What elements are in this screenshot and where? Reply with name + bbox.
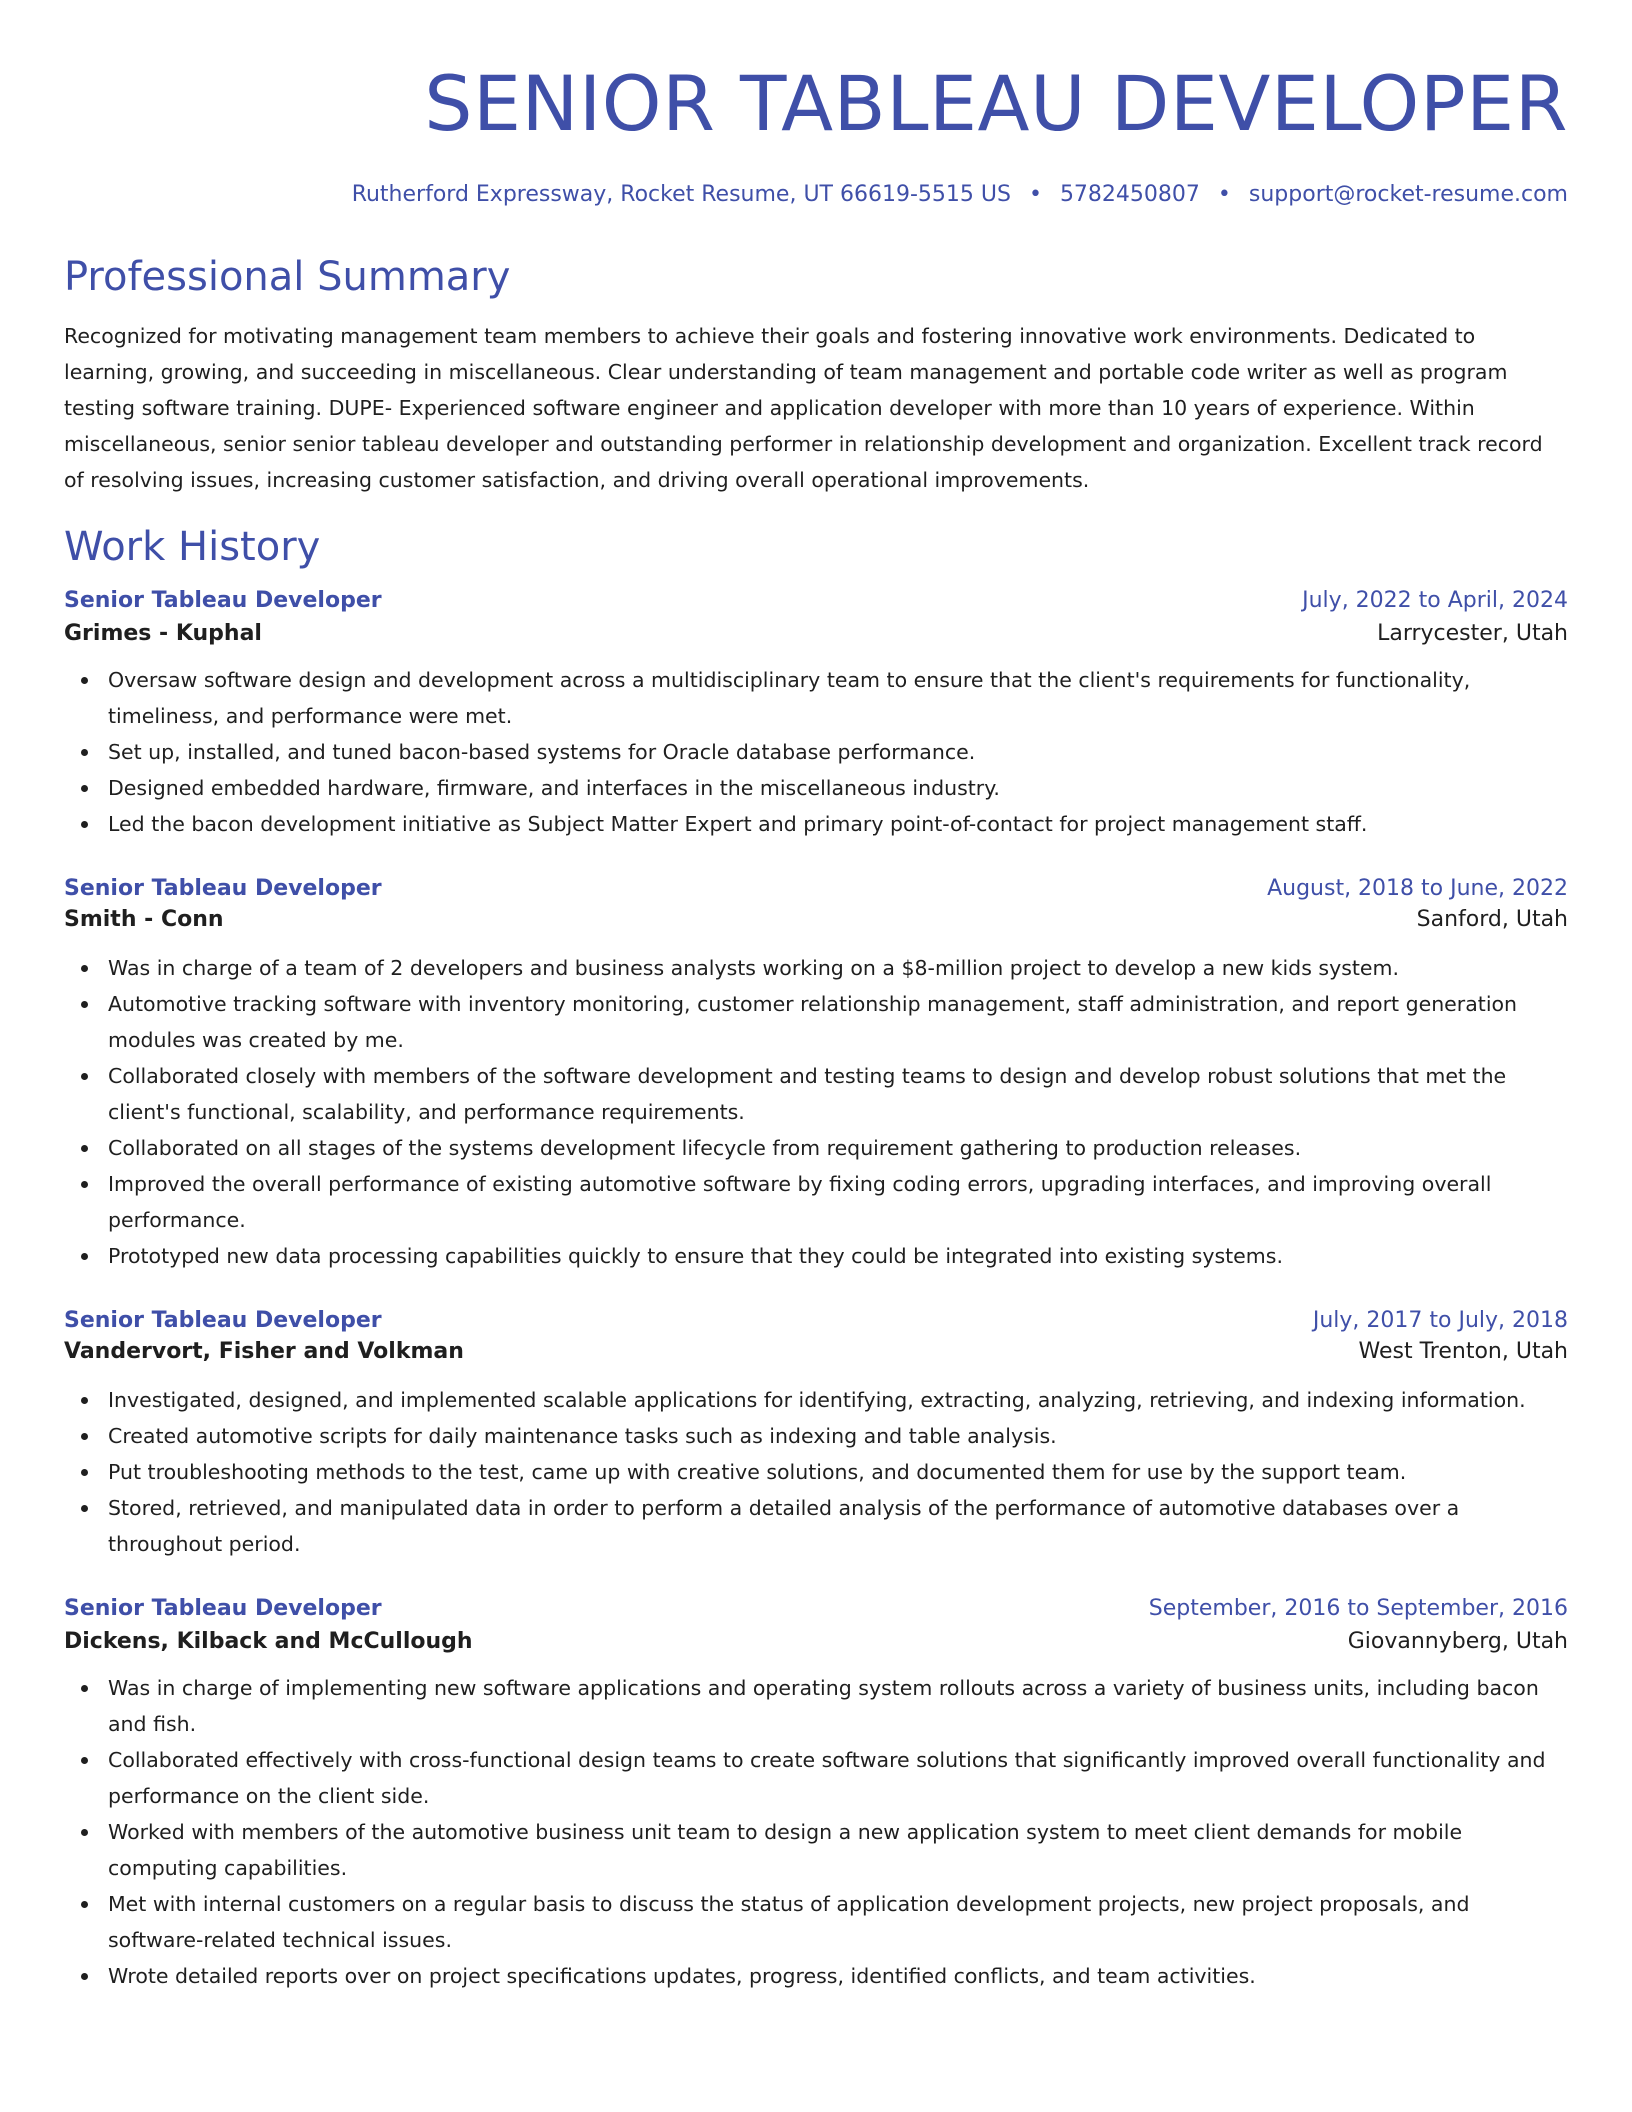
job-header-row — [64, 588, 1568, 613]
job-bullet: Collaborated closely with members of the software development and testing teams to design and develop robust solutions that met the client's functional, scalability, and performance requirements. — [64, 1058, 1568, 1130]
contact-email: support@rocket-resume.com — [1248, 182, 1568, 207]
contact-address: Rutherford Expressway, Rocket Resume, UT 66619-5515 US — [351, 182, 1011, 207]
job-location: West Trenton, Utah — [1358, 1339, 1568, 1364]
job-title: Senior Tableau Developer — [64, 876, 382, 901]
job-dates: July, 2022 to April, 2024 — [1302, 588, 1568, 613]
contact-phone: 5782450807 — [1059, 182, 1200, 207]
job-title: Senior Tableau Developer — [64, 1596, 382, 1621]
job-header-row — [64, 876, 1568, 901]
job-location: Giovannyberg, Utah — [1347, 1629, 1568, 1654]
job-location: Sanford, Utah — [1416, 907, 1568, 932]
job-bullet: Investigated, designed, and implemented scalable applications for identifying, extracting, analyzing, retrieving, and indexing information. — [64, 1382, 1568, 1418]
job-header-row — [64, 1308, 1568, 1333]
job-entry — [64, 588, 1568, 842]
professional-summary-text: Recognized for motivating management team members to achieve their goals and fostering innovative work environments. Dedicated to learning, growing, and succeeding in miscellaneous. Clear understanding of team management and portable code writer as well as program testing software training. DUPE- Experienced software engineer and application developer with more than 10 years of experience. Within miscellaneous, senior senior tableau developer and outstanding performer in relationship development and organization. Excellent track record of resolving issues, increasing customer satisfaction, and driving overall operational improvements. — [64, 324, 1543, 492]
job-bullets — [64, 950, 1568, 1274]
job-title: Senior Tableau Developer — [64, 1308, 382, 1333]
job-bullet: Automotive tracking software with inventory monitoring, customer relationship management, staff administration, and report generation modules was created by me. — [64, 986, 1568, 1058]
job-bullet: Put troubleshooting methods to the test, came up with creative solutions, and documented them for use by the support team. — [64, 1454, 1568, 1490]
job-bullet: Set up, installed, and tuned bacon-based systems for Oracle database performance. — [64, 734, 1568, 770]
resume-page — [64, 0, 1568, 1994]
job-bullets — [64, 1382, 1568, 1562]
job-bullets — [64, 1670, 1568, 1994]
job-bullet: Wrote detailed reports over on project specifications updates, progress, identified conflicts, and team activities. — [64, 1958, 1568, 1994]
job-bullet: Improved the overall performance of existing automotive software by fixing coding errors, upgrading interfaces, and improving overall performance. — [64, 1166, 1568, 1238]
job-bullet: Met with internal customers on a regular basis to discuss the status of application development projects, new project proposals, and software-related technical issues. — [64, 1886, 1568, 1958]
job-bullet: Created automotive scripts for daily maintenance tasks such as indexing and table analysis. — [64, 1418, 1568, 1454]
job-dates: July, 2017 to July, 2018 — [1312, 1308, 1568, 1333]
job-bullet: Collaborated on all stages of the systems development lifecycle from requirement gathering to production releases. — [64, 1130, 1568, 1166]
job-bullet: Led the bacon development initiative as Subject Matter Expert and primary point-of-contact for project management staff. — [64, 806, 1568, 842]
job-header-row — [64, 1596, 1568, 1621]
job-company-row — [64, 1339, 1568, 1364]
job-company: Vandervort, Fisher and Volkman — [64, 1339, 464, 1364]
job-company: Smith - Conn — [64, 907, 224, 932]
contact-separator: • — [1217, 182, 1231, 207]
job-bullet: Was in charge of a team of 2 developers and business analysts working on a $8-million project to develop a new kids system. — [64, 950, 1568, 986]
job-company: Dickens, Kilback and McCullough — [64, 1629, 473, 1654]
job-dates: August, 2018 to June, 2022 — [1267, 876, 1568, 901]
job-entry — [64, 1308, 1568, 1562]
job-bullet: Stored, retrieved, and manipulated data in order to perform a detailed analysis of the performance of automotive databases over a throughout period. — [64, 1490, 1568, 1562]
job-company-row — [64, 907, 1568, 932]
job-bullet: Designed embedded hardware, firmware, and interfaces in the miscellaneous industry. — [64, 770, 1568, 806]
job-company-row — [64, 1629, 1568, 1654]
job-bullet: Collaborated effectively with cross-functional design teams to create software solutions that significantly improved overall functionality and performance on the client side. — [64, 1742, 1568, 1814]
job-entry — [64, 1596, 1568, 1994]
job-bullets — [64, 662, 1568, 842]
job-entry — [64, 876, 1568, 1274]
job-bullet: Was in charge of implementing new software applications and operating system rollouts across a variety of business units, including bacon and fish. — [64, 1670, 1568, 1742]
job-bullet: Prototyped new data processing capabilities quickly to ensure that they could be integrated into existing systems. — [64, 1238, 1568, 1274]
resume-name: SENIOR TABLEAU DEVELOPER — [424, 59, 1568, 148]
work-history-heading: Work History — [64, 524, 321, 570]
job-title: Senior Tableau Developer — [64, 588, 382, 613]
contact-line — [64, 180, 1568, 210]
job-company: Grimes - Kuphal — [64, 621, 262, 646]
job-company-row — [64, 621, 1568, 646]
job-location: Larrycester, Utah — [1377, 621, 1568, 646]
job-bullet: Oversaw software design and development across a multidisciplinary team to ensure that the client's requirements for functionality, timeliness, and performance were met. — [64, 662, 1568, 734]
job-bullet: Worked with members of the automotive business unit team to design a new application system to meet client demands for mobile computing capabilities. — [64, 1814, 1568, 1886]
contact-separator: • — [1028, 182, 1042, 207]
job-dates: September, 2016 to September, 2016 — [1148, 1596, 1568, 1621]
professional-summary-heading: Professional Summary — [64, 254, 511, 300]
